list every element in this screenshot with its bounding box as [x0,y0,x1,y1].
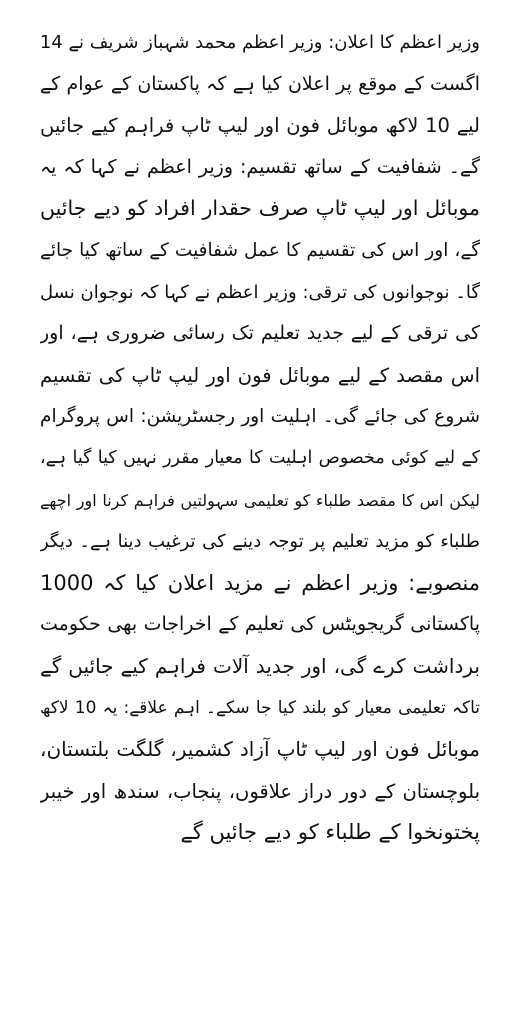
article-line: برداشت کرے گی، اور جدید آلات فراہم کیے جائیں گے [40,653,480,678]
article-line: کی ترقی کے لیے جدید تعلیم تک رسائی ضروری ہے، اور [40,322,480,345]
article-line: لیکن اس کا مقصد طلباء کو تعلیمی سہولتیں فراہم کرنا اور اچھے [40,490,480,510]
article-line: طلباء کو مزید تعلیم پر توجہ دینے کی ترغیب دینا ہے۔ دیگر [40,531,480,553]
article-line: منصوبے: وزیر اعظم نے مزید اعلان کیا کہ 1000 [40,570,480,595]
article-line: اس مقصد کے لیے موبائل فون اور لیپ ٹاپ کی تقسیم [40,363,480,387]
article-line: موبائل فون اور لیپ ٹاپ آزاد کشمیر، گلگت بلتستان، [40,737,480,762]
article-line: گا۔ نوجوانوں کی ترقی: وزیر اعظم نے کہا کہ نوجوان نسل [40,281,480,303]
article-line: گے۔ شفافیت کے ساتھ تقسیم: وزیر اعظم نے کہا کہ یہ [40,155,480,178]
article-body [40,22,480,854]
article-line: لیے 10 لاکھ موبائل فون اور لیپ ٹاپ فراہم کیے جائیں [40,114,480,138]
article-line: شروع کی جائے گی۔ اہلیت اور رجسٹریشن: اس پروگرام [40,406,480,428]
article-line: کے لیے کوئی مخصوص اہلیت کا معیار مقرر نہیں کیا گیا ہے، [40,447,480,468]
article-line: موبائل اور لیپ ٹاپ صرف حقدار افراد کو دیے جائیں [40,196,480,221]
article-line: بلوچستان کے دور دراز علاقوں، پنجاب، سندھ اور خیبر [40,779,480,803]
article-line-last: پختونخوا کے طلباء کو دیے جائیں گے [180,820,480,845]
article-line: وزیر اعظم کا اعلان: وزیر اعظم محمد شہباز شریف نے 14 [40,32,480,53]
article-line: پاکستانی گریجویٹس کی تعلیم کے اخراجات بھی حکومت [40,613,480,636]
article-line: تاکہ تعلیمی معیار کو بلند کیا جا سکے۔ اہم علاقے: یہ 10 لاکھ [40,697,480,718]
article-line: اگست کے موقع پر اعلان کیا ہے کہ پاکستان کے عوام کے [40,72,480,95]
article-line: گے، اور اس کی تقسیم کا عمل شفافیت کے ساتھ کیا جائے [40,239,480,261]
